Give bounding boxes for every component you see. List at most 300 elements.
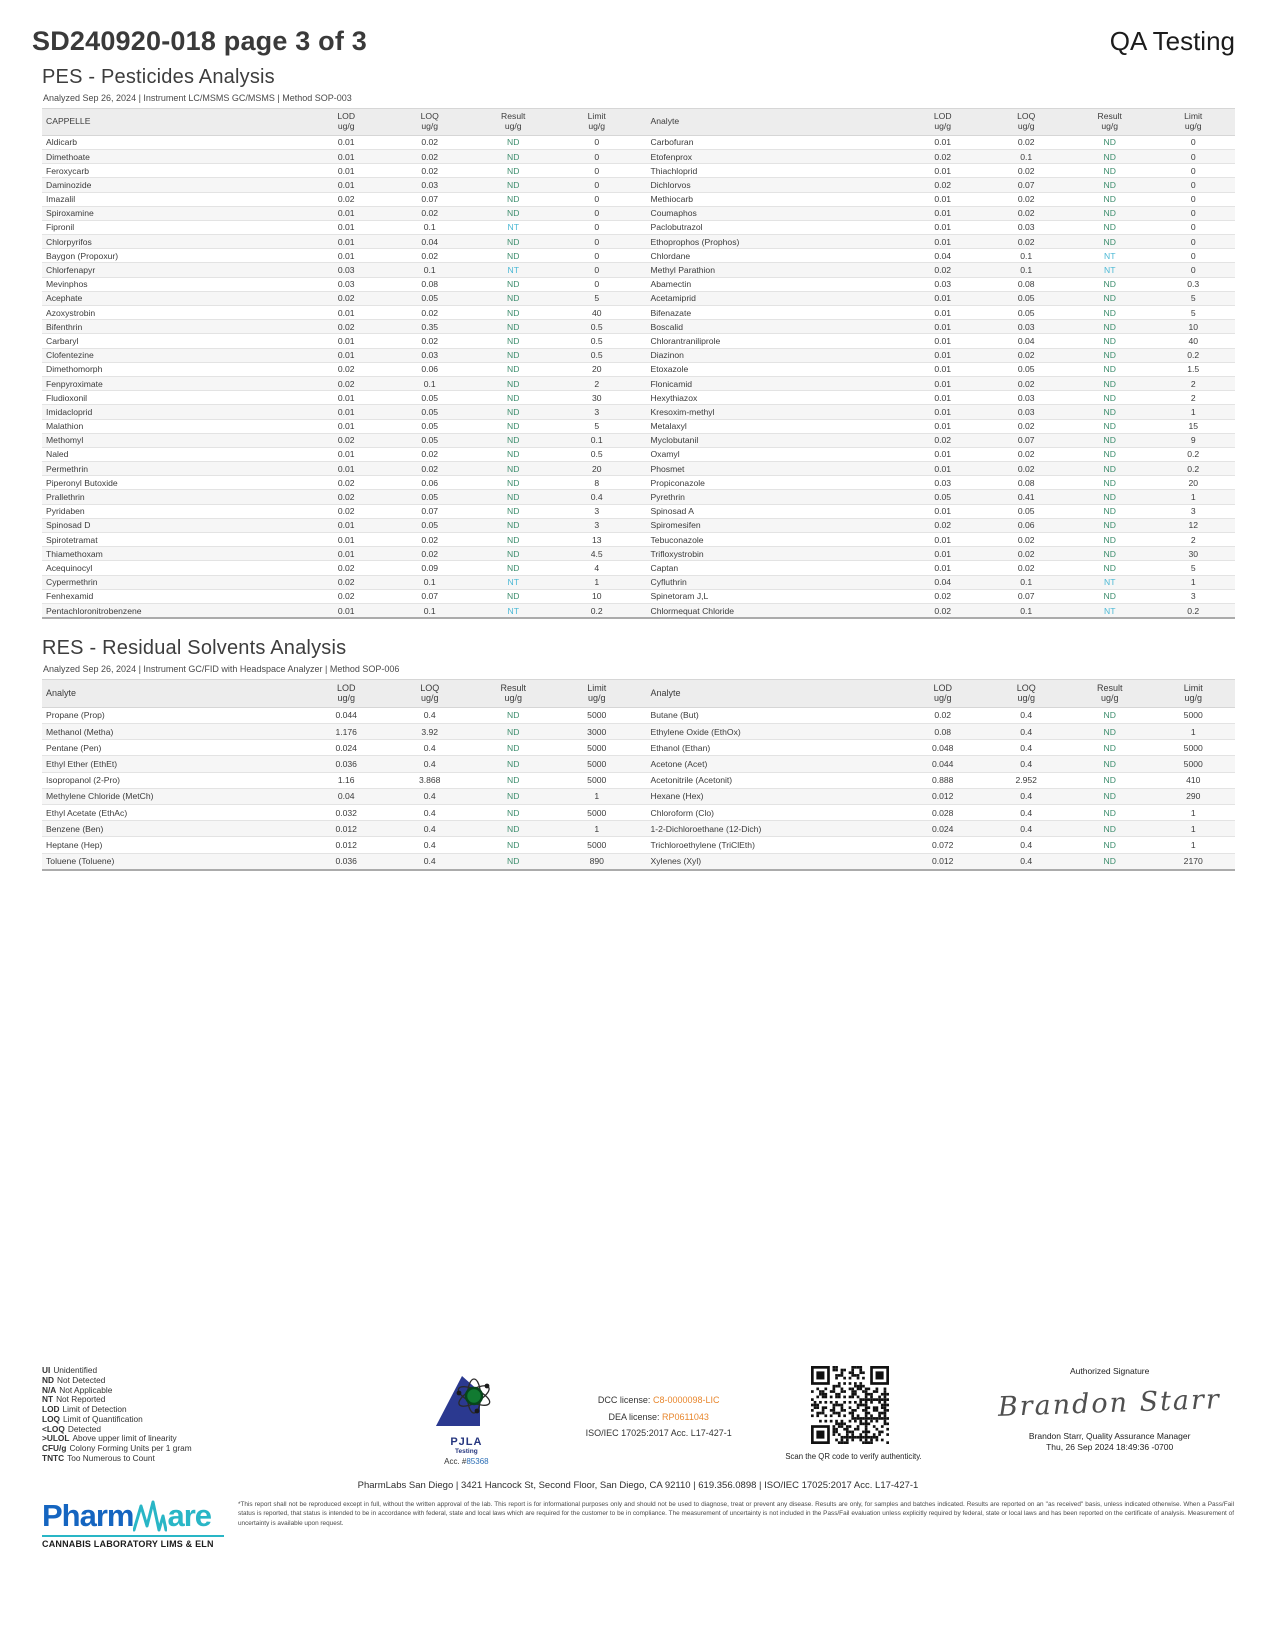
legend-item	[42, 1454, 231, 1464]
limit-value: 20	[555, 362, 639, 376]
result-value: ND	[471, 476, 555, 490]
limit-value: 3	[555, 504, 639, 518]
result-value: ND	[471, 149, 555, 163]
result-value: ND	[1068, 178, 1152, 192]
table-row	[639, 391, 1236, 405]
result-value: ND	[1068, 837, 1152, 853]
column-header-limit: Limit ug/g	[1151, 680, 1235, 708]
legend-text: Limit of Quantification	[62, 1413, 143, 1424]
table-row	[42, 533, 639, 547]
analyte-name: Permethrin	[42, 462, 304, 476]
limit-value: 1	[1151, 837, 1235, 853]
table-row	[639, 547, 1236, 561]
legend-text: Colony Forming Units per 1 gram	[69, 1443, 192, 1454]
result-value: ND	[471, 433, 555, 447]
limit-value: 0.2	[1151, 462, 1235, 476]
result-value: ND	[471, 547, 555, 561]
pjla-subtitle: Testing	[455, 1448, 478, 1455]
limit-value: 4.5	[555, 547, 639, 561]
loq-value: 0.02	[984, 206, 1068, 220]
result-value: ND	[1068, 164, 1152, 178]
loq-value: 0.4	[388, 740, 472, 756]
table-row	[42, 490, 639, 504]
lod-value: 0.032	[304, 804, 388, 820]
table-row	[42, 306, 639, 320]
table-row	[42, 391, 639, 405]
analyte-name: Spiromesifen	[639, 518, 901, 532]
table-row	[639, 707, 1236, 723]
table-row	[42, 320, 639, 334]
limit-value: 5000	[1151, 707, 1235, 723]
analyte-name: Trifloxystrobin	[639, 547, 901, 561]
lod-value: 0.01	[901, 462, 985, 476]
legend-abbr: LOD	[42, 1404, 60, 1415]
signature-block	[985, 1366, 1234, 1452]
analyte-name: Ethyl Ether (EthEt)	[42, 756, 304, 772]
result-value: NT	[471, 220, 555, 234]
analyte-name: Phosmet	[639, 462, 901, 476]
limit-value: 1	[555, 788, 639, 804]
table-row	[639, 135, 1236, 149]
table-row	[42, 419, 639, 433]
loq-value: 0.02	[388, 249, 472, 263]
table-row	[42, 164, 639, 178]
column-header-sample: CAPPELLE	[42, 109, 304, 136]
analyte-name: Chlorfenapyr	[42, 263, 304, 277]
result-value: ND	[471, 772, 555, 788]
limit-value: 15	[1151, 419, 1235, 433]
result-value: ND	[471, 837, 555, 853]
qr-code	[811, 1366, 889, 1444]
loq-value: 0.1	[388, 263, 472, 277]
limit-value: 0.2	[555, 603, 639, 618]
lod-value: 0.01	[901, 391, 985, 405]
lod-value: 0.03	[304, 263, 388, 277]
loq-value: 0.05	[984, 362, 1068, 376]
analyte-name: Carbaryl	[42, 334, 304, 348]
loq-value: 0.02	[388, 447, 472, 461]
limit-value: 0	[555, 164, 639, 178]
table-row	[42, 603, 639, 618]
result-value: ND	[1068, 788, 1152, 804]
legend-abbr: >ULOL	[42, 1433, 70, 1444]
limit-value: 30	[555, 391, 639, 405]
result-value: ND	[471, 533, 555, 547]
result-value: NT	[471, 603, 555, 618]
limit-value: 1.5	[1151, 362, 1235, 376]
lod-value: 0.01	[304, 334, 388, 348]
limit-value: 0.5	[555, 334, 639, 348]
limit-value: 1	[1151, 821, 1235, 837]
result-value: ND	[471, 756, 555, 772]
result-value: ND	[471, 504, 555, 518]
loq-value: 0.09	[388, 561, 472, 575]
analyte-name: Ethyl Acetate (EthAc)	[42, 804, 304, 820]
table-row	[639, 724, 1236, 740]
loq-value: 0.4	[984, 821, 1068, 837]
loq-value: 0.02	[984, 419, 1068, 433]
loq-value: 0.02	[388, 135, 472, 149]
lod-value: 0.08	[901, 724, 985, 740]
lod-value: 0.01	[901, 376, 985, 390]
analyte-name: Xylenes (Xyl)	[639, 853, 901, 870]
analyte-name: Dimethoate	[42, 149, 304, 163]
limit-value: 5000	[555, 772, 639, 788]
lod-value: 0.01	[901, 405, 985, 419]
table-row	[42, 740, 639, 756]
table-row	[639, 320, 1236, 334]
limit-value: 5	[1151, 561, 1235, 575]
loq-value: 0.4	[388, 804, 472, 820]
legend-abbr: TNTC	[42, 1453, 65, 1464]
limit-value: 0	[1151, 263, 1235, 277]
analyte-name: Clofentezine	[42, 348, 304, 362]
lod-value: 0.01	[901, 235, 985, 249]
pesticides-meta: Analyzed Sep 26, 2024 | Instrument LC/MSMS GC/MSMS | Method SOP-003	[43, 93, 352, 103]
loq-value: 0.02	[388, 164, 472, 178]
result-value: ND	[471, 821, 555, 837]
lod-value: 0.01	[901, 547, 985, 561]
result-value: ND	[1068, 462, 1152, 476]
lod-value: 0.03	[901, 277, 985, 291]
lod-value: 0.02	[304, 476, 388, 490]
result-value: ND	[1068, 235, 1152, 249]
lod-value: 0.05	[901, 490, 985, 504]
result-value: ND	[1068, 724, 1152, 740]
limit-value: 13	[555, 533, 639, 547]
loq-value: 0.07	[984, 589, 1068, 603]
table-row	[639, 433, 1236, 447]
lod-value: 0.01	[304, 249, 388, 263]
result-value: NT	[1068, 575, 1152, 589]
loq-value: 0.06	[984, 518, 1068, 532]
lod-value: 0.01	[304, 164, 388, 178]
analyte-name: Naled	[42, 447, 304, 461]
analyte-name: Benzene (Ben)	[42, 821, 304, 837]
result-value: ND	[471, 447, 555, 461]
loq-value: 0.4	[388, 853, 472, 870]
page-header	[32, 26, 1235, 57]
qr-verification	[785, 1366, 922, 1461]
loq-value: 2.952	[984, 772, 1068, 788]
loq-value: 0.02	[984, 192, 1068, 206]
table-row	[42, 135, 639, 149]
limit-value: 0	[555, 178, 639, 192]
loq-value: 0.4	[984, 724, 1068, 740]
loq-value: 0.05	[388, 291, 472, 305]
analyte-name: Imazalil	[42, 192, 304, 206]
footer	[42, 1366, 1234, 1466]
table-row	[639, 306, 1236, 320]
column-header-result: Result ug/g	[471, 680, 555, 708]
analyte-name: Heptane (Hep)	[42, 837, 304, 853]
result-value: ND	[471, 178, 555, 192]
limit-value: 5	[555, 291, 639, 305]
table-row	[42, 707, 639, 723]
limit-value: 3	[1151, 504, 1235, 518]
loq-value: 0.08	[984, 476, 1068, 490]
legend-abbr: NT	[42, 1394, 54, 1405]
loq-value: 0.02	[984, 376, 1068, 390]
analyte-name: Methomyl	[42, 433, 304, 447]
result-value: ND	[471, 348, 555, 362]
table-row	[42, 575, 639, 589]
pesticides-table-right	[639, 108, 1236, 619]
limit-value: 0.3	[1151, 277, 1235, 291]
lod-value: 0.01	[304, 533, 388, 547]
limit-value: 0.2	[1151, 447, 1235, 461]
limit-value: 0	[555, 249, 639, 263]
loq-value: 0.02	[388, 547, 472, 561]
table-row	[639, 348, 1236, 362]
analyte-name: Cyfluthrin	[639, 575, 901, 589]
lod-value: 0.012	[304, 821, 388, 837]
solvents-table-left	[42, 679, 639, 871]
analyte-name: Thiachloprid	[639, 164, 901, 178]
limit-value: 1	[1151, 405, 1235, 419]
limit-value: 1	[555, 575, 639, 589]
analyte-name: Propiconazole	[639, 476, 901, 490]
result-value: ND	[1068, 707, 1152, 723]
table-row	[639, 603, 1236, 618]
result-value: ND	[471, 804, 555, 820]
loq-value: 0.02	[984, 462, 1068, 476]
lod-value: 0.01	[304, 206, 388, 220]
pharmware-name-teal: are	[167, 1498, 212, 1533]
result-value: ND	[471, 362, 555, 376]
table-row	[639, 220, 1236, 234]
result-value: ND	[471, 518, 555, 532]
result-value: ND	[1068, 220, 1152, 234]
table-row	[42, 433, 639, 447]
analyte-name: Fipronil	[42, 220, 304, 234]
lod-value: 0.04	[304, 788, 388, 804]
analyte-name: Chlorantraniliprole	[639, 334, 901, 348]
analyte-name: Etofenprox	[639, 149, 901, 163]
lod-value: 0.01	[304, 306, 388, 320]
limit-value: 5000	[555, 740, 639, 756]
table-row	[639, 192, 1236, 206]
table-row	[42, 348, 639, 362]
result-value: NT	[1068, 603, 1152, 618]
authorized-signature-label: Authorized Signature	[1069, 1366, 1150, 1376]
table-row	[639, 575, 1236, 589]
analyte-name: Acetone (Acet)	[639, 756, 901, 772]
lod-value: 0.01	[901, 206, 985, 220]
glossary-legend	[42, 1366, 231, 1464]
result-value: ND	[471, 164, 555, 178]
lod-value: 0.888	[901, 772, 985, 788]
loq-value: 0.04	[388, 235, 472, 249]
legend-abbr: CFU/g	[42, 1443, 67, 1454]
analyte-name: Methanol (Metha)	[42, 724, 304, 740]
limit-value: 5000	[555, 756, 639, 772]
lod-value: 0.01	[901, 135, 985, 149]
solvents-meta: Analyzed Sep 26, 2024 | Instrument GC/FID with Headspace Analyzer | Method SOP-006	[43, 664, 400, 675]
column-header-analyte: Analyte	[639, 109, 901, 136]
limit-value: 0	[1151, 135, 1235, 149]
loq-value: 0.1	[388, 603, 472, 618]
limit-value: 2	[1151, 376, 1235, 390]
limit-value: 10	[1151, 320, 1235, 334]
result-value: ND	[1068, 206, 1152, 220]
loq-value: 0.05	[984, 504, 1068, 518]
loq-value: 0.06	[388, 362, 472, 376]
lod-value: 0.02	[304, 504, 388, 518]
analyte-name: Mevinphos	[42, 277, 304, 291]
analyte-name: Flonicamid	[639, 376, 901, 390]
table-row	[42, 362, 639, 376]
limit-value: 890	[555, 853, 639, 870]
loq-value: 0.02	[388, 533, 472, 547]
analyte-name: Dichlorvos	[639, 178, 901, 192]
analyte-name: Fludioxonil	[42, 391, 304, 405]
loq-value: 0.02	[388, 462, 472, 476]
limit-value: 5	[555, 419, 639, 433]
loq-value: 0.1	[984, 603, 1068, 618]
legend-abbr: N/A	[42, 1384, 57, 1395]
limit-value: 5000	[555, 837, 639, 853]
table-row	[639, 561, 1236, 575]
analyte-name: Chlorpyrifos	[42, 235, 304, 249]
lod-value: 0.012	[901, 853, 985, 870]
table-row	[639, 476, 1236, 490]
loq-value: 0.03	[984, 320, 1068, 334]
legend-text: Detected	[67, 1423, 102, 1434]
loq-value: 0.07	[984, 178, 1068, 192]
limit-value: 3	[1151, 589, 1235, 603]
result-value: ND	[471, 206, 555, 220]
analyte-name: Isopropanol (2-Pro)	[42, 772, 304, 788]
analyte-name: Oxamyl	[639, 447, 901, 461]
limit-value: 5000	[555, 804, 639, 820]
limit-value: 0	[1151, 164, 1235, 178]
result-value: ND	[471, 740, 555, 756]
iso-accreditation: ISO/IEC 17025:2017 Acc. L17-427-1	[585, 1428, 732, 1439]
result-value: NT	[471, 575, 555, 589]
analyte-name: Methiocarb	[639, 192, 901, 206]
limit-value: 2	[1151, 533, 1235, 547]
table-row	[639, 277, 1236, 291]
result-value: ND	[471, 724, 555, 740]
limit-value: 9	[1151, 433, 1235, 447]
lod-value: 0.01	[901, 306, 985, 320]
loq-value: 0.07	[388, 192, 472, 206]
limit-value: 0	[555, 235, 639, 249]
lod-value: 0.01	[304, 348, 388, 362]
table-row	[639, 740, 1236, 756]
analyte-name: Bifenthrin	[42, 320, 304, 334]
limit-value: 8	[555, 476, 639, 490]
lod-value: 0.01	[304, 235, 388, 249]
analyte-name: Fenpyroximate	[42, 376, 304, 390]
result-value: ND	[1068, 376, 1152, 390]
limit-value: 0	[555, 135, 639, 149]
table-row	[42, 504, 639, 518]
analyte-name: Ethoprophos (Prophos)	[639, 235, 901, 249]
loq-value: 0.1	[984, 575, 1068, 589]
analyte-name: Feroxycarb	[42, 164, 304, 178]
column-header-loq: LOQ ug/g	[388, 109, 472, 136]
lod-value: 0.01	[901, 220, 985, 234]
analyte-name: Pentane (Pen)	[42, 740, 304, 756]
limit-value: 20	[1151, 476, 1235, 490]
result-value: ND	[471, 853, 555, 870]
loq-value: 0.08	[984, 277, 1068, 291]
result-value: ND	[471, 320, 555, 334]
report-title: SD240920-018 page 3 of 3	[32, 26, 367, 56]
limit-value: 0	[555, 149, 639, 163]
lod-value: 0.012	[901, 788, 985, 804]
loq-value: 0.03	[388, 178, 472, 192]
column-header-loq: LOQ ug/g	[388, 680, 472, 708]
analyte-name: Propane (Prop)	[42, 707, 304, 723]
table-row	[42, 561, 639, 575]
result-value: ND	[1068, 772, 1152, 788]
result-value: ND	[471, 376, 555, 390]
analyte-name: Butane (But)	[639, 707, 901, 723]
pjla-logo-icon	[426, 1368, 506, 1430]
table-row	[42, 376, 639, 390]
limit-value: 40	[555, 306, 639, 320]
analyte-name: Hexythiazox	[639, 391, 901, 405]
loq-value: 0.05	[388, 433, 472, 447]
table-header-row	[42, 680, 639, 708]
analyte-name: Acequinocyl	[42, 561, 304, 575]
limit-value: 0	[1151, 249, 1235, 263]
lod-value: 0.02	[304, 575, 388, 589]
lod-value: 0.02	[901, 518, 985, 532]
loq-value: 3.868	[388, 772, 472, 788]
lod-value: 0.048	[901, 740, 985, 756]
pesticides-title: PES - Pesticides Analysis	[42, 66, 275, 88]
pesticides-section	[32, 66, 1235, 619]
lod-value: 0.01	[901, 192, 985, 206]
result-value: NT	[1068, 249, 1152, 263]
analyte-name: Spiroxamine	[42, 206, 304, 220]
lod-value: 0.044	[304, 707, 388, 723]
lod-value: 0.01	[304, 462, 388, 476]
lod-value: 0.02	[304, 376, 388, 390]
solvents-tables	[42, 679, 1235, 871]
table-row	[42, 235, 639, 249]
lod-value: 1.176	[304, 724, 388, 740]
table-row	[42, 220, 639, 234]
loq-value: 0.04	[984, 334, 1068, 348]
limit-value: 20	[555, 462, 639, 476]
analyte-name: 1-2-Dichloroethane (12-Dich)	[639, 821, 901, 837]
limit-value: 1	[1151, 490, 1235, 504]
result-value: ND	[1068, 821, 1152, 837]
analyte-name: Pentachloronitrobenzene	[42, 603, 304, 618]
table-header-row	[42, 109, 639, 136]
analyte-name: Spinetoram J,L	[639, 589, 901, 603]
table-row	[639, 462, 1236, 476]
analyte-name: Toluene (Toluene)	[42, 853, 304, 870]
dcc-license: DCC license: C8-0000098-LIC	[597, 1395, 720, 1405]
analyte-name: Pyrethrin	[639, 490, 901, 504]
lod-value: 0.01	[901, 447, 985, 461]
loq-value: 0.4	[984, 707, 1068, 723]
column-header-result: Result ug/g	[1068, 109, 1152, 136]
lod-value: 0.02	[304, 589, 388, 603]
loq-value: 0.4	[388, 821, 472, 837]
result-value: ND	[1068, 149, 1152, 163]
lod-value: 0.04	[901, 249, 985, 263]
lod-value: 0.01	[304, 220, 388, 234]
table-row	[42, 547, 639, 561]
table-row	[639, 756, 1236, 772]
